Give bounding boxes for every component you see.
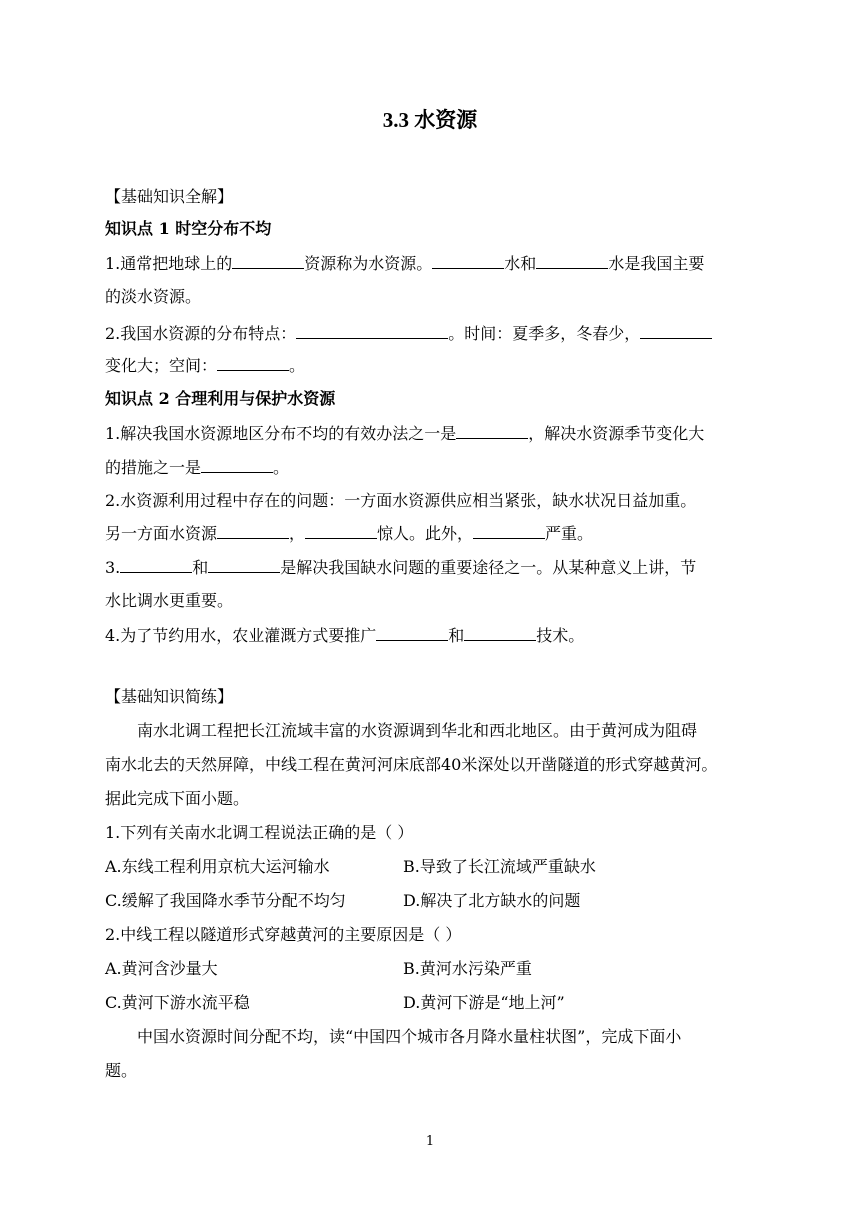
q5-line-2: 水比调水更重要。 <box>105 591 234 610</box>
question-2-stem: 2.中线工程以隧道形式穿越黄河的主要原因是（ ） <box>105 925 462 944</box>
q2-line-1 <box>105 322 765 345</box>
fill-blank[interactable] <box>201 456 273 473</box>
fill-blank[interactable] <box>208 556 280 573</box>
text-fragment: 另一方面水资源 <box>105 524 218 543</box>
fill-blank[interactable] <box>217 522 289 539</box>
fill-blank[interactable] <box>640 322 712 339</box>
page-title: 3.3 水资源 <box>382 108 478 132</box>
fill-blank[interactable] <box>464 624 536 641</box>
text-fragment: 。 <box>273 458 290 477</box>
text-fragment: 。 <box>289 356 306 375</box>
text-fragment: 的措施之一是 <box>105 458 202 477</box>
text-fragment: 。时间：夏季多，冬春少， <box>448 324 641 343</box>
option-d[interactable]: D.解决了北方缺水的问题 <box>403 891 581 910</box>
text-fragment: ，解决水资源季节变化大 <box>528 424 705 443</box>
text-fragment: 3. <box>105 558 121 577</box>
text-fragment: 1.通常把地球上的 <box>105 254 233 273</box>
text-fragment: 4.为了节约用水，农业灌溉方式要推广 <box>105 626 377 645</box>
q1-line-1 <box>105 252 765 275</box>
q5-line-1 <box>105 556 765 579</box>
fill-blank[interactable] <box>536 252 608 269</box>
intro-paragraph-line-3: 据此完成下面小题。 <box>105 789 250 808</box>
text-fragment: ， <box>289 524 306 543</box>
chart-intro-line-2: 题。 <box>105 1061 138 1080</box>
intro-paragraph-line-2: 南水北去的天然屏障，中线工程在黄河河床底部40米深处以开凿隧道的形式穿越黄河。 <box>105 755 718 774</box>
fill-blank[interactable] <box>120 556 192 573</box>
fill-blank[interactable] <box>432 252 504 269</box>
option-a[interactable]: A.黄河含沙量大 <box>105 959 218 978</box>
q4-line-2 <box>105 522 765 545</box>
option-c[interactable]: C.缓解了我国降水季节分配不均匀 <box>105 891 346 910</box>
text-fragment: 2.我国水资源的分布特点： <box>105 324 297 343</box>
section-header-basics: 【基础知识全解】 <box>105 187 234 206</box>
page-number: 1 <box>425 1134 435 1149</box>
fill-blank[interactable] <box>456 422 528 439</box>
text-fragment: 水和 <box>504 254 537 273</box>
option-b[interactable]: B.黄河水污染严重 <box>403 959 532 978</box>
text-fragment: 1.解决我国水资源地区分布不均的有效办法之一是 <box>105 424 457 443</box>
q4-line-1: 2.水资源利用过程中存在的问题：一方面水资源供应相当紧张，缺水状况日益加重。 <box>105 491 697 510</box>
text-fragment: 水是我国主要 <box>608 254 705 273</box>
q2-line-2 <box>105 354 765 377</box>
text-fragment: 变化大；空间： <box>105 356 218 375</box>
option-b[interactable]: B.导致了长江流域严重缺水 <box>403 857 596 876</box>
text-fragment: 是解决我国缺水问题的重要途径之一。从某种意义上讲，节 <box>280 558 697 577</box>
text-fragment: 和 <box>448 626 465 645</box>
fill-blank[interactable] <box>376 624 448 641</box>
option-a[interactable]: A.东线工程利用京杭大运河输水 <box>105 857 330 876</box>
option-c[interactable]: C.黄河下游水流平稳 <box>105 993 250 1012</box>
fill-blank[interactable] <box>232 252 304 269</box>
q3-line-2 <box>105 456 765 479</box>
section-header-practice: 【基础知识简练】 <box>105 687 234 706</box>
fill-blank[interactable] <box>305 522 377 539</box>
option-d[interactable]: D.黄河下游是“地上河” <box>403 993 565 1012</box>
text-fragment: 技术。 <box>536 626 585 645</box>
chart-intro-line-1: 中国水资源时间分配不均，读“中国四个城市各月降水量柱状图”，完成下面小 <box>137 1027 682 1046</box>
fill-blank[interactable] <box>296 322 448 339</box>
text-fragment: 资源称为水资源。 <box>304 254 433 273</box>
fill-blank[interactable] <box>473 522 545 539</box>
knowledge-point-2-title: 知识点 2 合理利用与保护水资源 <box>105 389 336 408</box>
knowledge-point-1-title: 知识点 1 时空分布不均 <box>105 219 272 238</box>
question-1-stem: 1.下列有关南水北调工程说法正确的是（ ） <box>105 823 414 842</box>
text-fragment: 严重。 <box>545 524 594 543</box>
intro-paragraph-line-1: 南水北调工程把长江流域丰富的水资源调到华北和西北地区。由于黄河成为阻碍 <box>137 721 698 740</box>
text-fragment: 惊人。此外， <box>377 524 474 543</box>
q3-line-1 <box>105 422 765 445</box>
q6-line-1 <box>105 624 765 647</box>
text-fragment: 和 <box>192 558 209 577</box>
fill-blank[interactable] <box>217 354 289 371</box>
q1-line-2: 的淡水资源。 <box>105 287 202 306</box>
